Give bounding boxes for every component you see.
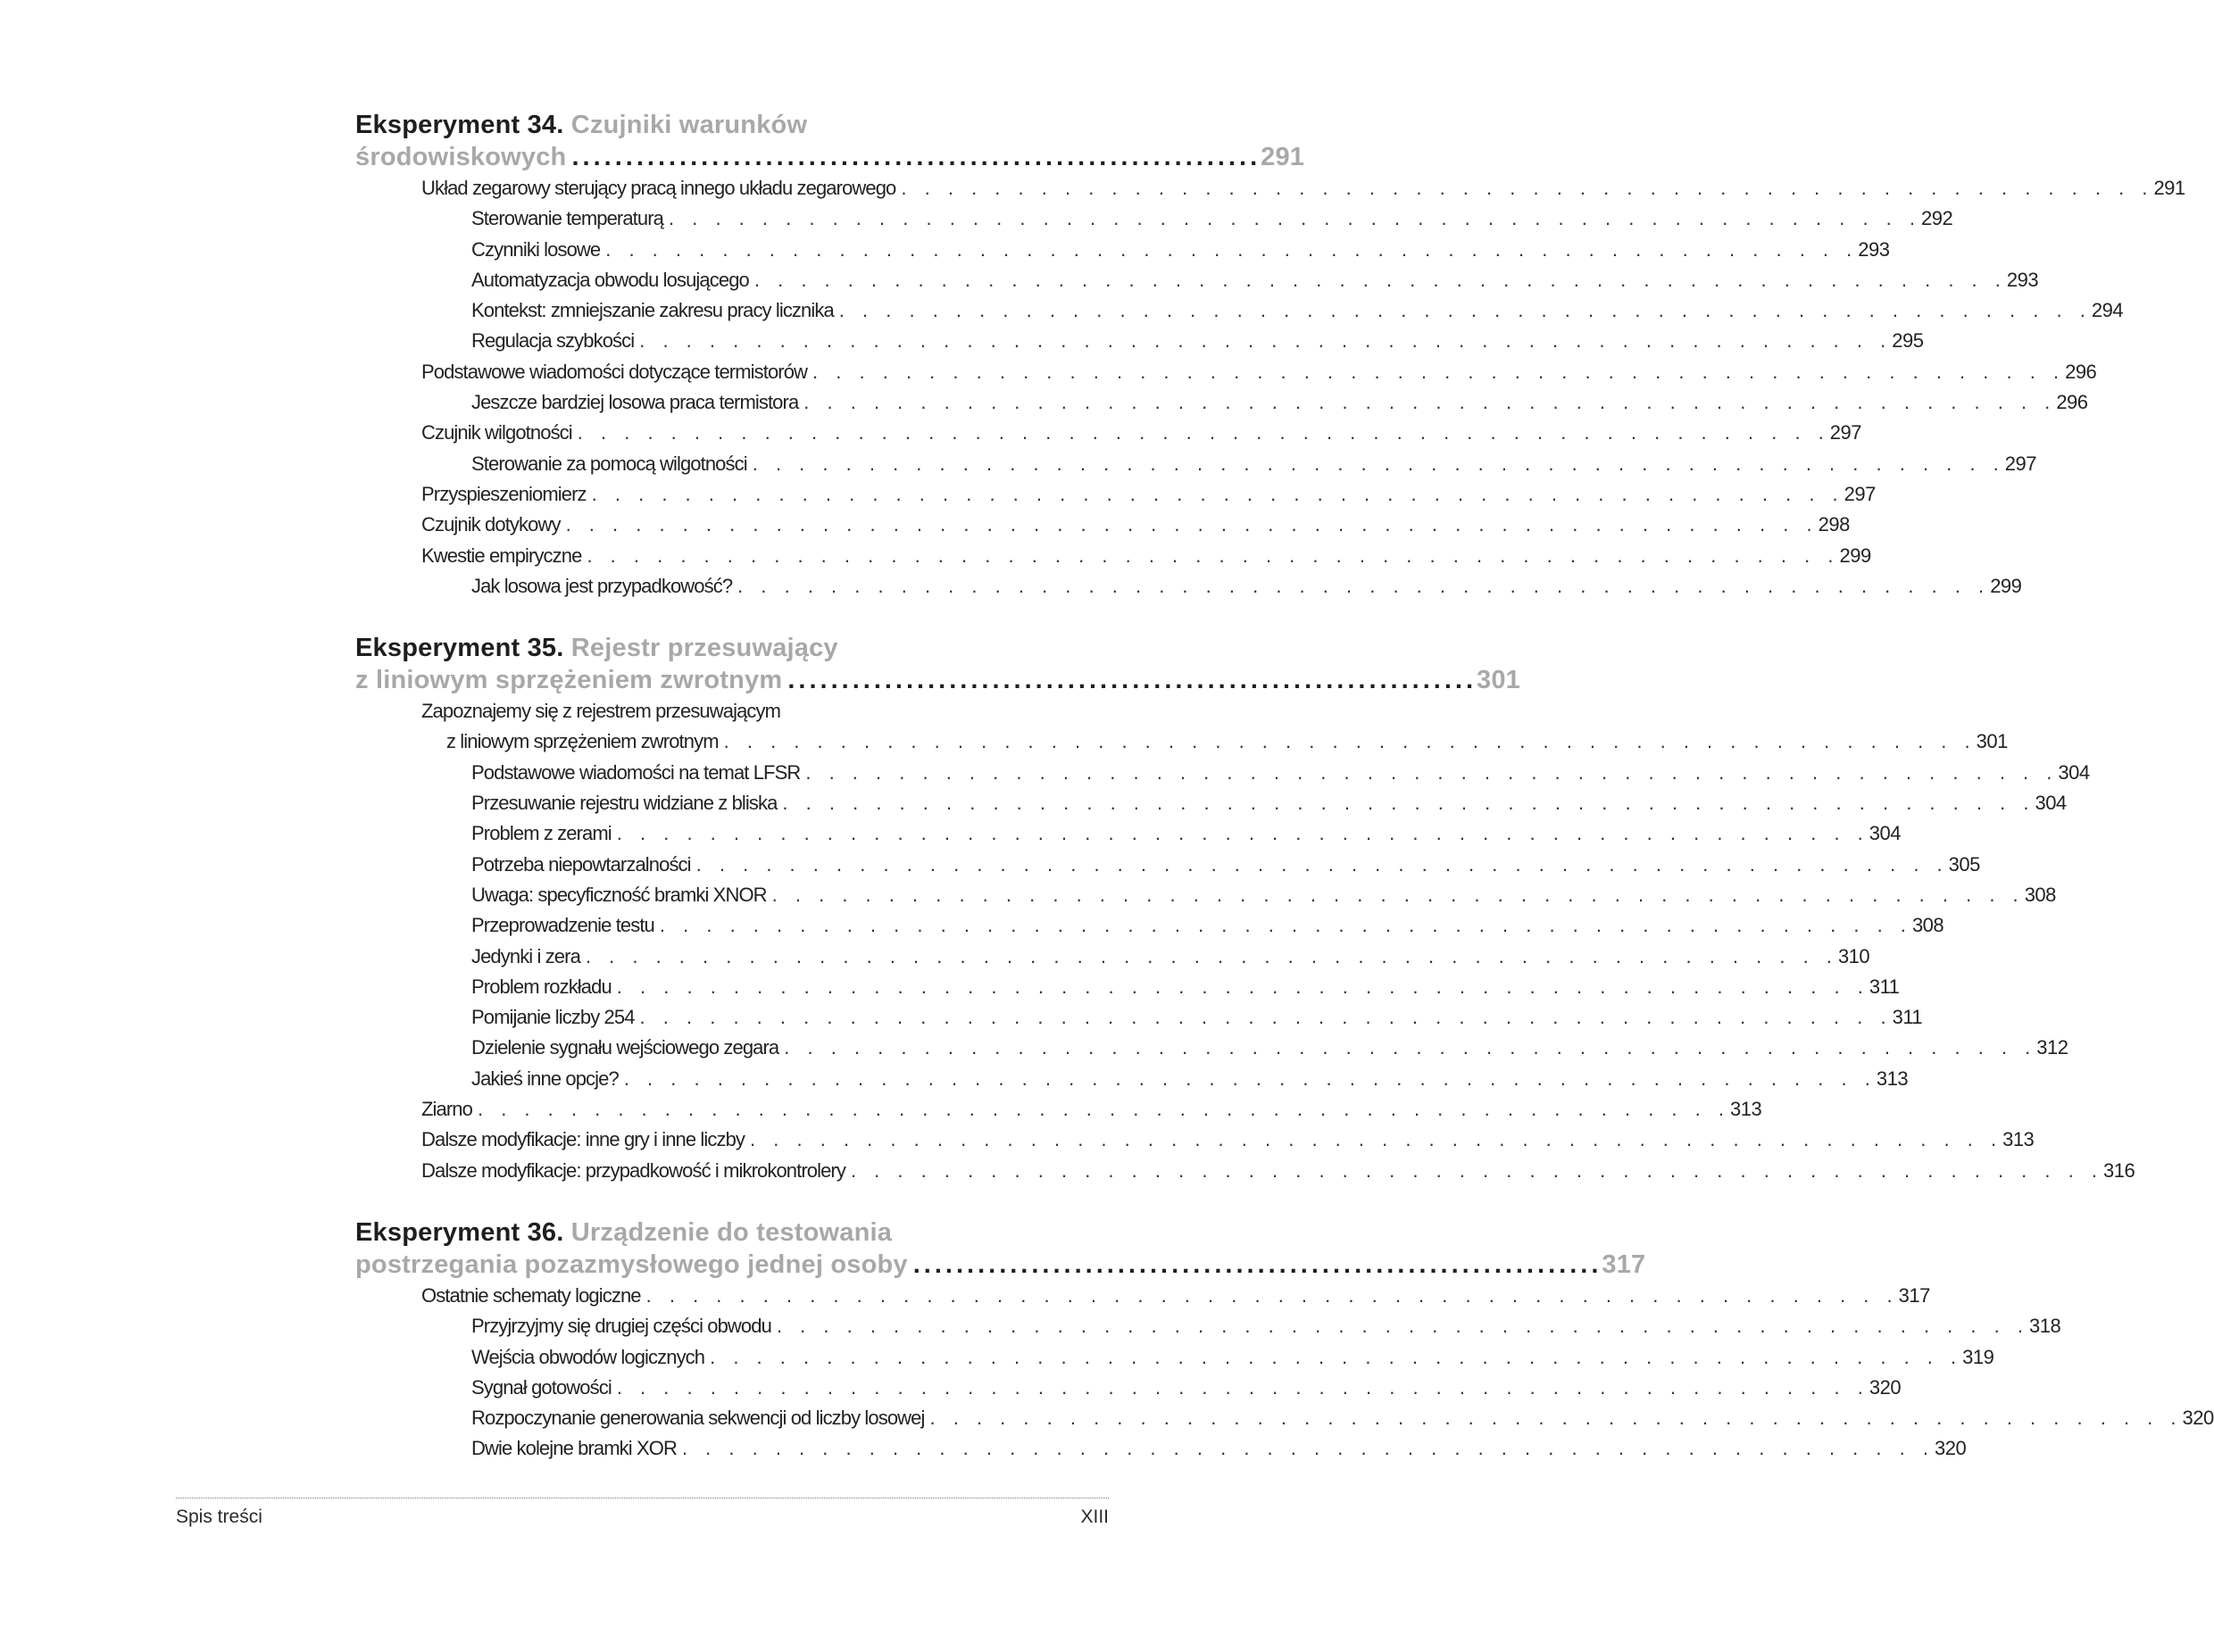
entry-title: Rozpoczynanie generowania sekwencji od liczby losowej [471,1407,925,1430]
chapter-title-part2: postrzegania pozazmysłowego jednej osoby [355,1249,908,1279]
toc-subsection-entry[interactable] [355,1433,1967,1464]
entry-page-number: 312 [2036,1036,2068,1059]
entry-page-number: 301 [1976,730,2008,753]
entry-title: Przyspieszeniomierz [421,482,587,505]
entry-title: Kwestie empiryczne [421,544,582,567]
entry-title: Dalsze modyfikacje: przypadkowość i mikrokontrolery [421,1158,845,1182]
chapter-title-part1: Czujniki warunków [570,111,808,139]
chapter-title-part1: Rejestr przesuwający [570,634,838,663]
entry-leader-dots: . . . . . . . . . . . . . . . . . . . . . . . . . . . . . . . . . . . . . . . . . . . . . . . . . . . . . . [723,730,1977,753]
entry-page-number: 293 [1858,237,1890,261]
chapter-heading-line1 [355,109,1109,141]
entry-page-number: 304 [1869,822,1902,845]
toc-subsection-entry[interactable] [355,326,1924,356]
entry-title: Czynniki losowe [471,237,601,261]
entry-title: Regulacja szybkości [471,329,635,353]
entry-page-number: 295 [1892,329,1924,353]
entry-title: Dzielenie sygnału wejściowego zegara [471,1036,779,1059]
entry-page-number: 293 [2006,268,2039,291]
entry-leader-dots: . . . . . . . . . . . . . . . . . . . . . . . . . . . . . . . . . . . . . . . . . . . . . . . . . . . . . . [587,544,1840,567]
entry-title: Jeszcze bardziej losowa praca termistora [471,391,799,414]
toc-subsection-entry[interactable] [355,758,2090,788]
entry-page-number: 296 [2056,391,2088,414]
chapter-heading[interactable] [355,1216,1646,1281]
entry-title: Pomijanie liczby 254 [471,1006,635,1029]
toc-subsection-entry[interactable] [355,449,2036,479]
entry-page-number: 316 [2102,1158,2135,1182]
entry-title: Sygnał gotowości [471,1375,612,1399]
entry-title: Dalsze modyfikacje: inne gry i inne liczby [421,1128,745,1151]
entry-page-number: 313 [1730,1098,1762,1121]
entry-title: Przesuwanie rejestru widziane z bliska [471,792,778,815]
entry-page-number: 320 [1869,1375,1902,1399]
toc-subsection-entry[interactable] [355,203,1953,234]
entry-leader-dots: . . . . . . . . . . . . . . . . . . . . . . . . . . . . . . . . . . . . . . . . . . . . . . . . . . . . . . [750,1128,2003,1151]
toc-subsection-entry[interactable] [355,235,1890,265]
toc-subsection-entry[interactable] [355,1342,1994,1373]
toc-section-entry[interactable] [355,418,1862,448]
entry-leader-dots: . . . . . . . . . . . . . . . . . . . . . . . . . . . . . . . . . . . . . . . . . . . . . . . . . . . . . . [710,1345,1963,1368]
toc-section-entry[interactable] [355,1156,2135,1186]
entry-page-number: 304 [2058,760,2090,784]
entry-page-number: 292 [1921,207,1953,230]
toc-section-entry[interactable] [355,1125,2035,1155]
entry-title: Podstawowe wiadomości na temat LFSR [471,760,801,784]
toc-subsection-entry[interactable] [355,1064,1909,1094]
toc-section-entry[interactable] [355,173,2185,203]
entry-page-number: 319 [1962,1345,1994,1368]
toc-section-entry[interactable] [355,1281,1930,1311]
toc-section-entry[interactable] [355,479,1876,510]
entry-page-number: 294 [2091,299,2124,322]
table-of-contents [355,109,2214,1465]
toc-subsection-entry[interactable] [355,910,1944,941]
entry-page-number: 311 [1869,975,1900,998]
entry-title: Jak losowa jest przypadkowość? [471,574,733,597]
toc-subsection-entry[interactable] [355,1311,2061,1341]
chapter-heading-line1 [355,1216,1109,1249]
entry-title: Dwie kolejne bramki XOR [471,1437,677,1460]
entry-leader-dots: . . . . . . . . . . . . . . . . . . . . . . . . . . . . . . . . . . . . . . . . . . . . . . . . . . . . . . [752,452,2005,475]
entry-title: Uwaga: specyficzność bramki XNOR [471,883,767,906]
entry-leader-dots: . . . . . . . . . . . . . . . . . . . . . . . . . . . . . . . . . . . . . . . . . . . . . . . . . . . . . . [753,268,2007,291]
entry-leader-dots: . . . . . . . . . . . . . . . . . . . . . . . . . . . . . . . . . . . . . . . . . . . . . . . . . . . . . . [850,1158,2103,1182]
chapter-heading[interactable] [355,632,1521,696]
chapter-leader-dots: ................................................................ [912,1249,1602,1279]
entry-page-number: 308 [2024,883,2056,906]
toc-subsection-entry[interactable] [355,387,2088,418]
toc-section-entry[interactable] [355,1094,1762,1125]
entry-leader-dots: . . . . . . . . . . . . . . . . . . . . . . . . . . . . . . . . . . . . . . . . . . . . . . . . . . . . . . [929,1407,2183,1430]
entry-leader-dots: . . . . . . . . . . . . . . . . . . . . . . . . . . . . . . . . . . . . . . . . . . . . . . . . . . . . . . [605,237,1859,261]
entry-leader-dots: . . . . . . . . . . . . . . . . . . . . . . . . . . . . . . . . . . . . . . . . . . . . . . . . . . . . . . [669,207,1922,230]
entry-leader-dots: . . . . . . . . . . . . . . . . . . . . . . . . . . . . . . . . . . . . . . . . . . . . . . . . . . . . . . [681,1437,1935,1460]
entry-leader-dots: . . . . . . . . . . . . . . . . . . . . . . . . . . . . . . . . . . . . . . . . . . . . . . . . . . . . . . [565,513,1819,536]
entry-page-number: 297 [1829,421,1862,444]
entry-title: Przeprowadzenie testu [471,914,654,937]
entry-leader-dots: . . . . . . . . . . . . . . . . . . . . . . . . . . . . . . . . . . . . . . . . . . . . . . . . . . . . . . [782,792,2035,815]
entry-title: Problem rozkładu [471,975,612,998]
toc-subsection-entry[interactable] [355,1002,1923,1033]
toc-section-entry[interactable] [355,541,1871,571]
chapter-leader-dots: ................................................................ [571,143,1261,171]
toc-subsection-entry[interactable] [355,880,2056,910]
chapter-heading[interactable] [355,109,1305,173]
entry-page-number: 318 [2028,1315,2061,1338]
chapter-page-number: 291 [1261,143,1305,171]
entry-title: z liniowym sprzężeniem zwrotnym [446,730,719,753]
entry-title: Sterowanie temperaturą [471,207,663,230]
chapter-heading-line2 [355,1249,1646,1281]
entry-page-number: 313 [1876,1067,1909,1090]
entry-leader-dots: . . . . . . . . . . . . . . . . . . . . . . . . . . . . . . . . . . . . . . . . . . . . . . . . . . . . . . [639,1006,1893,1029]
toc-chapter [355,109,2185,602]
entry-page-number: 291 [2153,177,2185,199]
toc-subsection-entry[interactable] [355,265,2039,295]
entry-page-number: 299 [1839,544,1871,567]
entry-title: Podstawowe wiadomości dotyczące termistorów [421,360,808,383]
entry-page-number: 299 [1990,574,2022,597]
entry-title: Problem z zerami [471,822,612,845]
entry-leader-dots: . . . . . . . . . . . . . . . . . . . . . . . . . . . . . . . . . . . . . . . . . . . . . . . . . . . . . . [737,574,1991,597]
chapter-heading-line1 [355,632,1109,664]
toc-subsection-entry[interactable] [355,1033,2068,1063]
footer-page-number: XIII [1080,1507,1109,1527]
entry-page-number: 304 [2035,792,2067,815]
chapter-page-number: 301 [1477,666,1521,695]
entry-title: Czujnik wilgotności [421,421,572,444]
entry-page-number: 311 [1892,1006,1923,1029]
entry-leader-dots: . . . . . . . . . . . . . . . . . . . . . . . . . . . . . . . . . . . . . . . . . . . . . . . . . . . . . . [639,329,1893,353]
entry-leader-dots: . . . . . . . . . . . . . . . . . . . . . . . . . . . . . . . . . . . . . . . . . . . . . . . . . . . . . . [838,299,2092,322]
entry-page-number: 297 [2004,452,2036,475]
entry-title: Sterowanie za pomocą wilgotności [471,452,747,475]
toc-subsection-entry[interactable] [355,818,1902,849]
entry-title: Ziarno [421,1098,472,1121]
entry-title: Układ zegarowy sterujący pracą innego układu zegarowego [421,177,896,199]
toc-subsection-entry[interactable] [355,1403,2214,1433]
toc-section-entry[interactable] [355,510,1850,540]
entry-leader-dots: . . . . . . . . . . . . . . . . . . . . . . . . . . . . . . . . . . . . . . . . . . . . . . . . . . . . . . [623,1067,1877,1090]
chapter-page-number: 317 [1602,1249,1646,1279]
entry-leader-dots: . . . . . . . . . . . . . . . . . . . . . . . . . . . . . . . . . . . . . . . . . . . . . . . . . . . . . . [805,760,2059,784]
toc-subsection-entry[interactable] [355,1373,1902,1403]
toc-section-entry[interactable] [355,357,2097,387]
entry-title: Kontekst: zmniejszanie zakresu pracy licznika [471,299,834,322]
entry-title: Czujnik dotykowy [421,513,561,536]
chapter-heading-line2 [355,141,1305,173]
entry-page-number: 320 [2182,1407,2214,1430]
entry-title: Automatyzacja obwodu losującego [471,268,749,291]
chapter-title-part2: z liniowym sprzężeniem zwrotnym [355,666,783,695]
entry-leader-dots: . . . . . . . . . . . . . . . . . . . . . . . . . . . . . . . . . . . . . . . . . . . . . . . . . . . . . . [803,391,2057,414]
chapter-title-part2: środowiskowych [355,143,567,171]
entry-title: Potrzeba niepowtarzalności [471,852,691,876]
entry-leader-dots: . . . . . . . . . . . . . . . . . . . . . . . . . . . . . . . . . . . . . . . . . . . . . . . . . . . . . . [591,482,1844,505]
footer-section-title: Spis treści [176,1507,262,1527]
entry-leader-dots: . . . . . . . . . . . . . . . . . . . . . . . . . . . . . . . . . . . . . . . . . . . . . . . . . . . . . . [695,852,1949,876]
toc-subsection-entry[interactable] [355,571,2022,602]
toc-chapter [355,1216,2214,1465]
entry-page-number: 308 [1911,914,1944,937]
toc-subsection-entry[interactable] [355,972,1900,1002]
entry-page-number: 320 [1934,1437,1967,1460]
chapter-number: Eksperyment 36. [355,1217,564,1247]
entry-page-number: 310 [1837,944,1870,967]
entry-leader-dots: . . . . . . . . . . . . . . . . . . . . . . . . . . . . . . . . . . . . . . . . . . . . . . . . . . . . . . [901,177,2154,199]
entry-leader-dots: . . . . . . . . . . . . . . . . . . . . . . . . . . . . . . . . . . . . . . . . . . . . . . . . . . . . . . [812,360,2066,383]
entry-leader-dots: . . . . . . . . . . . . . . . . . . . . . . . . . . . . . . . . . . . . . . . . . . . . . . . . . . . . . . [659,914,1912,937]
toc-subsection-entry[interactable] [355,850,1980,880]
chapter-leader-dots: ................................................................ [787,666,1477,695]
entry-leader-dots: . . . . . . . . . . . . . . . . . . . . . . . . . . . . . . . . . . . . . . . . . . . . . . . . . . . . . . [784,1036,2037,1059]
chapter-number: Eksperyment 35. [355,634,564,663]
entry-page-number: 298 [1818,513,1850,536]
entry-leader-dots: . . . . . . . . . . . . . . . . . . . . . . . . . . . . . . . . . . . . . . . . . . . . . . . . . . . . . . [645,1283,1899,1307]
entry-leader-dots: . . . . . . . . . . . . . . . . . . . . . . . . . . . . . . . . . . . . . . . . . . . . . . . . . . . . . . [616,822,1869,845]
entry-leader-dots: . . . . . . . . . . . . . . . . . . . . . . . . . . . . . . . . . . . . . . . . . . . . . . . . . . . . . . [771,883,2025,906]
entry-leader-dots: . . . . . . . . . . . . . . . . . . . . . . . . . . . . . . . . . . . . . . . . . . . . . . . . . . . . . . [477,1098,1730,1121]
entry-leader-dots: . . . . . . . . . . . . . . . . . . . . . . . . . . . . . . . . . . . . . . . . . . . . . . . . . . . . . . [616,975,1869,998]
entry-title: Jakieś inne opcje? [471,1067,619,1090]
toc-chapter [355,632,2135,1186]
entry-leader-dots: . . . . . . . . . . . . . . . . . . . . . . . . . . . . . . . . . . . . . . . . . . . . . . . . . . . . . . [577,421,1830,444]
entry-page-number: 317 [1898,1283,1930,1307]
entry-page-number: 296 [2065,360,2097,383]
entry-page-number: 297 [1844,482,1876,505]
entry-leader-dots: . . . . . . . . . . . . . . . . . . . . . . . . . . . . . . . . . . . . . . . . . . . . . . . . . . . . . . [585,944,1838,967]
entry-title: Wejścia obwodów logicznych [471,1345,705,1368]
entry-leader-dots: . . . . . . . . . . . . . . . . . . . . . . . . . . . . . . . . . . . . . . . . . . . . . . . . . . . . . . [616,1375,1869,1399]
entry-page-number: 313 [2002,1128,2035,1151]
chapter-number: Eksperyment 34. [355,111,564,139]
entry-title: Zapoznajemy się z rejestrem przesuwającym [421,700,781,723]
chapter-heading-line2 [355,664,1521,696]
entry-title: Ostatnie schematy logiczne [421,1283,641,1307]
entry-title: Jedynki i zera [471,944,580,967]
toc-section-entry[interactable] [355,726,2008,757]
toc-section-entry[interactable] [355,696,1109,726]
toc-subsection-entry[interactable] [355,942,1870,972]
toc-subsection-entry[interactable] [355,295,2124,326]
toc-subsection-entry[interactable] [355,788,2067,818]
entry-leader-dots: . . . . . . . . . . . . . . . . . . . . . . . . . . . . . . . . . . . . . . . . . . . . . . . . . . . . . . [776,1315,2029,1338]
chapter-title-part1: Urządzenie do testowania [570,1217,893,1247]
entry-title: Przyjrzyjmy się drugiej części obwodu [471,1315,771,1338]
entry-page-number: 305 [1948,852,1980,876]
